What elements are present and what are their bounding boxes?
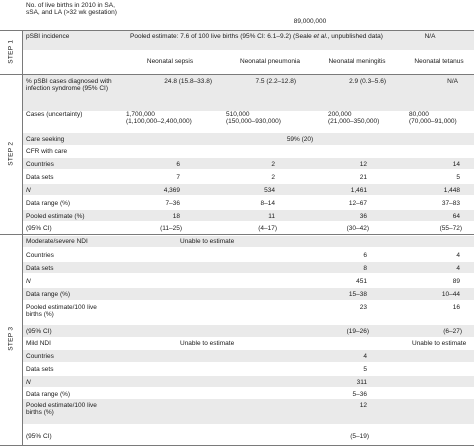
cases-tetanus-range: (70,000–91,000) <box>409 118 457 126</box>
col-tetanus: Neonatal tetanus <box>414 58 464 65</box>
n-meningitis: 1,461 <box>350 187 367 194</box>
mild-ci-meningitis: (5–19) <box>350 433 369 440</box>
pooled-label: Pooled estimate (%) <box>26 213 85 220</box>
datasets-sepsis: 7 <box>176 174 180 181</box>
mild-note-left: Unable to estimate <box>180 340 235 347</box>
cases-pneumonia <box>226 111 281 126</box>
mild-pooled-meningitis: 12 <box>359 402 367 409</box>
mild-countries-meningitis: 4 <box>363 353 367 360</box>
psbi-label: pSBI incidence <box>26 33 70 40</box>
countries-pneumonia: 2 <box>271 161 275 168</box>
n-sepsis: 4,369 <box>163 187 180 194</box>
row-shade <box>22 325 474 337</box>
pooled-meningitis: 36 <box>359 213 367 220</box>
mod-pooled-tetanus: 16 <box>452 304 460 311</box>
range-sepsis: 7–36 <box>165 200 180 207</box>
step-divider <box>22 30 23 445</box>
mod-countries-meningitis: 6 <box>363 252 367 259</box>
ci-sepsis: (11–25) <box>160 225 182 232</box>
care-label: Care seeking <box>26 136 65 143</box>
mod-range-tetanus: 10–44 <box>441 291 460 298</box>
mild-ci-label: (95% CI) <box>26 433 52 440</box>
cases-pneumonia-value: 510,000 <box>226 111 250 118</box>
col-sepsis: Neonatal sepsis <box>146 58 194 65</box>
mild-note-right: Unable to estimate <box>412 340 467 347</box>
pct-sepsis: 24.8 (15.8–33.8) <box>164 78 212 85</box>
mild-pooled-label: Pooled estimate/100 live births (%) <box>26 402 97 417</box>
row-shade <box>22 133 474 145</box>
cfr-label: CFR with care <box>26 148 68 155</box>
countries-sepsis: 6 <box>176 161 180 168</box>
pct-meningitis: 2.9 (0.3–5.6) <box>349 78 386 85</box>
range-label: Data range (%) <box>26 200 71 207</box>
mod-n-tetanus: 89 <box>452 278 460 285</box>
n-tetanus: 1,448 <box>443 187 460 194</box>
mild-datasets-meningitis: 5 <box>363 366 367 373</box>
cases-pneumonia-range: (150,000–930,000) <box>226 118 281 126</box>
row-shade <box>22 288 474 300</box>
datasets-label: Data sets <box>26 174 54 181</box>
mod-ci-tetanus: (6–27) <box>443 328 462 335</box>
n-pneumonia: 534 <box>264 187 275 194</box>
ci-label: (95% CI) <box>26 225 52 232</box>
pct-pneumonia: 7.5 (2.2–12.8) <box>255 78 296 85</box>
cases-sepsis-value: 1,700,000 <box>126 111 155 118</box>
pct-label: % pSBI cases diagnosed with infection syndrome (95% CI) <box>26 78 112 93</box>
rule <box>0 234 474 235</box>
cases-sepsis <box>126 111 192 126</box>
cases-meningitis-value: 200,000 <box>328 111 352 118</box>
mild-range-label: Data range (%) <box>26 391 71 398</box>
datasets-meningitis: 21 <box>359 174 367 181</box>
psbi-value-italic: et al. <box>313 33 328 40</box>
cases-tetanus-value: 80,000 <box>409 111 429 118</box>
countries-meningitis: 12 <box>359 161 367 168</box>
mild-range-meningitis: 5–36 <box>352 391 367 398</box>
pooled-sepsis: 18 <box>172 213 180 220</box>
mild-countries-label: Countries <box>26 353 54 360</box>
rule <box>0 30 474 31</box>
datasets-pneumonia: 2 <box>271 174 275 181</box>
mod-n-label: N <box>26 278 31 285</box>
row-shade <box>22 236 474 247</box>
datasets-tetanus: 5 <box>456 174 460 181</box>
cases-tetanus <box>409 111 457 126</box>
mod-datasets-tetanus: 4 <box>456 265 460 272</box>
psbi-value-prefix: Pooled estimate: 7.6 of 100 live births (95% CI: 6.1–9.2) (Seale <box>130 33 314 40</box>
range-meningitis: 12–67 <box>348 200 367 207</box>
mod-range-meningitis: 15–38 <box>348 291 367 298</box>
row-shade <box>22 376 474 387</box>
countries-tetanus: 14 <box>452 161 460 168</box>
cases-sepsis-range: (1,100,000–2,400,000) <box>126 118 192 126</box>
mod-label: Moderate/severe NDI <box>26 238 88 245</box>
step-3-label: STEP 3 <box>7 326 15 351</box>
cases-meningitis-range: (21,000–350,000) <box>328 118 380 126</box>
cases-meningitis <box>328 111 379 126</box>
mod-datasets-label: Data sets <box>26 265 54 272</box>
mod-countries-tetanus: 4 <box>456 252 460 259</box>
ci-tetanus: (55–72) <box>439 225 462 232</box>
ci-meningitis: (30–42) <box>346 225 369 232</box>
mild-label: Mild NDI <box>26 340 51 347</box>
pct-tetanus: N/A <box>447 78 458 85</box>
psbi-tetanus: N/A <box>424 33 436 40</box>
range-pneumonia: 8–14 <box>260 200 275 207</box>
pooled-pneumonia: 11 <box>268 213 275 220</box>
mod-range-label: Data range (%) <box>26 291 71 298</box>
row-shade <box>22 350 474 362</box>
row-shade <box>22 262 474 273</box>
mod-note: Unable to estimate <box>180 238 235 245</box>
n-label: N <box>26 187 31 194</box>
step-1-label: STEP 1 <box>7 39 15 64</box>
births-value: 89,000,000 <box>293 18 327 25</box>
countries-label: Countries <box>26 161 54 168</box>
pooled-tetanus: 64 <box>452 213 460 220</box>
psbi-value <box>130 33 390 40</box>
mod-countries-label: Countries <box>26 252 54 259</box>
step-2-label: STEP 2 <box>7 141 15 166</box>
col-pneumonia: Neonatal pneumonia <box>240 58 300 65</box>
mod-datasets-meningitis: 8 <box>363 265 367 272</box>
cases-label: Cases (uncertainty) <box>26 111 83 118</box>
mild-datasets-label: Data sets <box>26 366 54 373</box>
mod-ci-meningitis: (19–26) <box>346 328 369 335</box>
mod-n-meningitis: 451 <box>356 278 367 285</box>
range-tetanus: 37–83 <box>441 200 460 207</box>
mod-pooled-label: Pooled estimate/100 live births (%) <box>26 304 97 319</box>
ci-pneumonia: (4–17) <box>258 225 277 232</box>
mild-n-meningitis: 311 <box>356 379 367 386</box>
mod-pooled-meningitis: 23 <box>359 304 367 311</box>
births-label: No. of live births in 2010 in SA, sSA, and LA (>32 wk gestation) <box>26 2 117 17</box>
mild-n-label: N <box>26 379 31 386</box>
rule <box>0 74 474 75</box>
col-meningitis: Neonatal meningitis <box>328 58 386 65</box>
mod-ci-label: (95% CI) <box>26 328 52 335</box>
psbi-value-suffix: , unpublished data) <box>327 33 383 40</box>
care-value: 59% (20) <box>286 136 314 143</box>
